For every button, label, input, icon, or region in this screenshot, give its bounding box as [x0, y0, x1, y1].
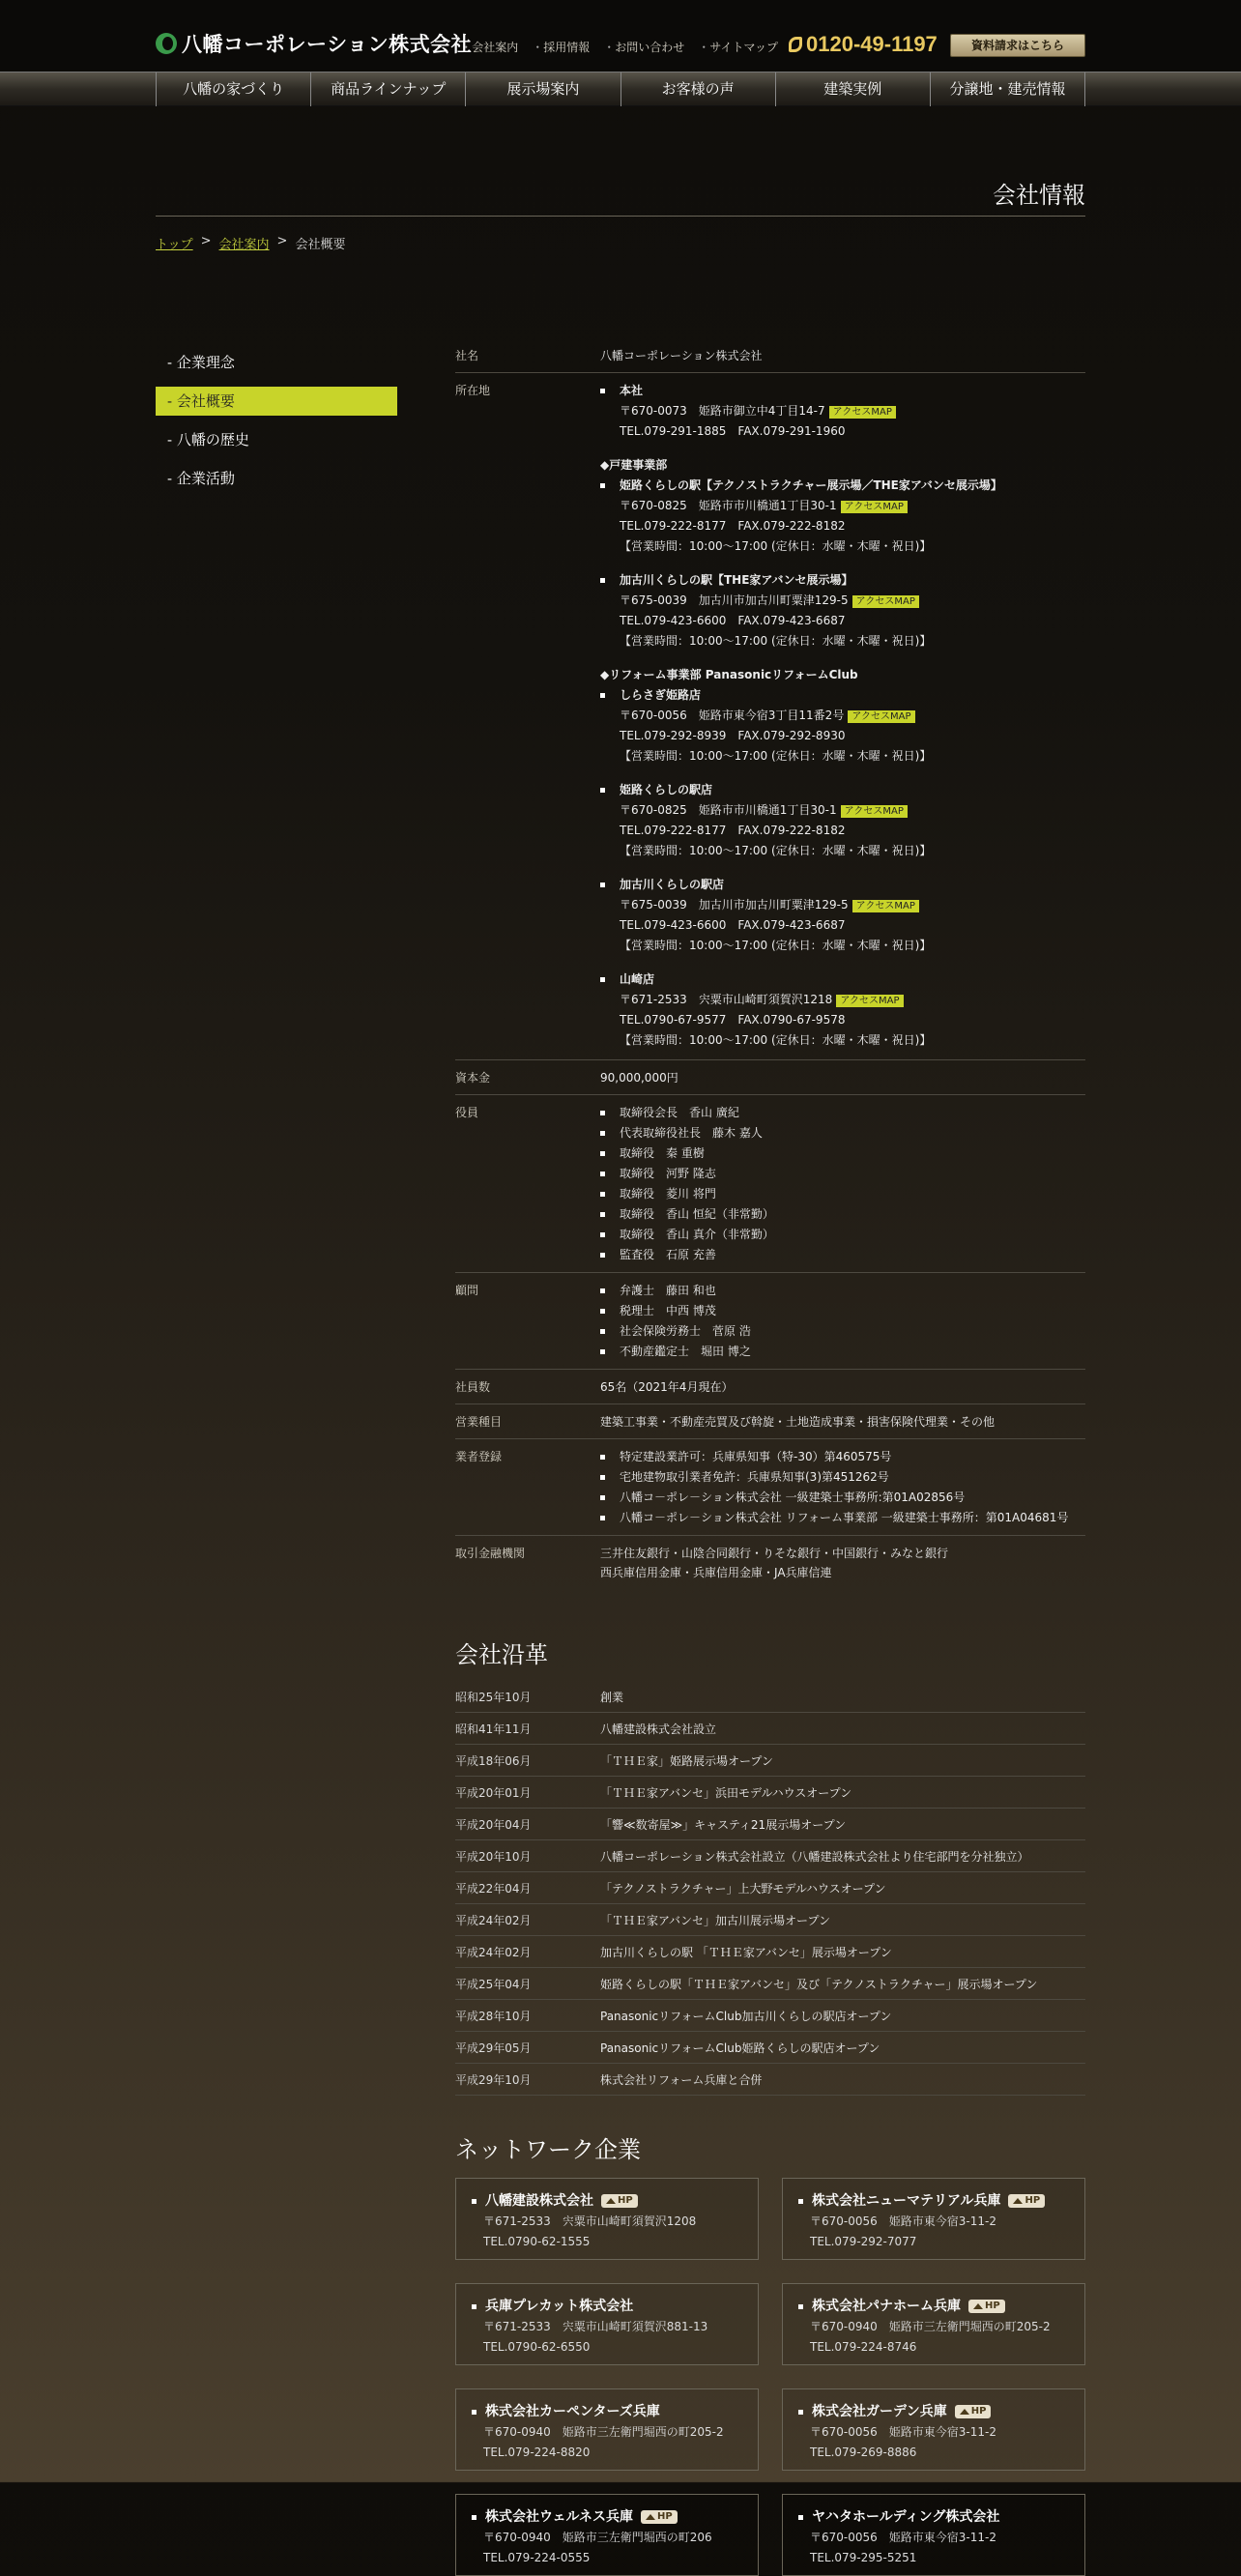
capital-value: 90,000,000円: [600, 1071, 678, 1085]
network-card: 株式会社ウェルネス兵庫 HP 〒670-0940 姫路市三左衛門堀西の町206 TEL.079-224-0555: [455, 2494, 759, 2576]
list-item: 弁護士 藤田 和也: [600, 1281, 1085, 1301]
location: 山崎店 〒671-2533 宍粟市山崎町須賀沢1218 アクセスMAP TEL.0790-67-9577 FAX.0790-67-9578 【営業時間：10:00～17:00 (定休日：水曜・木曜・祝日)】: [600, 970, 1085, 1051]
location: 加古川くらしの駅【THE家アバンセ展示場】 〒675-0039 加古川市加古川町粟津129-5 アクセスMAP TEL.079-423-6600 FAX.079-423-6687 【営業時間：10:00～17:00 (定休日：水曜・木曜・祝日)】: [600, 570, 1085, 651]
access-map-link[interactable]: アクセスMAP: [852, 595, 919, 608]
row-label: 社員数: [455, 1380, 491, 1394]
site-logo[interactable]: [156, 29, 472, 58]
location: 加古川くらしの駅店 〒675-0039 加古川市加古川町粟津129-5 アクセスMAP TEL.079-423-6600 FAX.079-423-6687 【営業時間：10:00～17:00 (定休日：水曜・木曜・祝日)】: [600, 875, 1085, 956]
page-title: 会社情報: [156, 106, 1085, 217]
request-brochure-button[interactable]: 資料請求はこちら: [950, 34, 1085, 57]
list-item: 八幡コ－ポレ－ション株式会社 一級建築士事務所:第01A02856号: [600, 1488, 1085, 1508]
breadcrumb-top[interactable]: トップ: [156, 238, 193, 252]
sidebar-item-philosophy[interactable]: - 企業理念: [167, 354, 235, 371]
hp-link[interactable]: HP: [955, 2405, 992, 2418]
network-title: ネットワーク企業: [455, 2136, 641, 2163]
table-row: 平成25年04月 姫路くらしの駅「ＴＨＥ家アバンセ」及び「テクノストラクチャー」展示場オープン: [455, 1968, 1085, 2000]
nav-item-showroom[interactable]: 展示場案内: [465, 72, 620, 106]
phone-icon: [789, 37, 802, 52]
house-icon: [973, 2303, 983, 2309]
list-item: 取締役 菱川 将門: [600, 1184, 1085, 1204]
hp-link[interactable]: HP: [641, 2510, 678, 2524]
sidebar: [156, 348, 397, 503]
table-row: [455, 1404, 1085, 1439]
sidebar-item-activities[interactable]: - 企業活動: [167, 470, 235, 487]
network-grid: [455, 2178, 1085, 2576]
access-map-link[interactable]: アクセスMAP: [841, 805, 908, 818]
utility-links: [460, 39, 778, 55]
hp-link[interactable]: HP: [968, 2300, 1005, 2313]
history-table: [455, 1681, 1085, 2096]
table-row: 平成18年06月 「ＴＨＥ家」姫路展示場オープン: [455, 1745, 1085, 1777]
table-row: 平成28年10月 PanasonicリフォームClub加古川くらしの駅店オープン: [455, 2000, 1085, 2032]
group-heading: ◆戸建事業部: [600, 458, 668, 472]
house-icon: [960, 2409, 969, 2415]
row-label: 所在地: [455, 384, 491, 397]
house-icon: [646, 2514, 655, 2520]
table-row: 昭和41年11月 八幡建設株式会社設立: [455, 1713, 1085, 1745]
table-row: 平成24年02月 加古川くらしの駅 「ＴＨＥ家アバンセ」展示場オープン: [455, 1936, 1085, 1968]
house-icon: [1013, 2198, 1023, 2204]
network-card: 兵庫プレカット株式会社 〒671-2533 宍粟市山崎町須賀沢881-13 TEL.0790-62-6550: [455, 2283, 759, 2365]
history-title: 会社沿革: [455, 1641, 548, 1668]
employees-value: 65名（2021年4月現在）: [600, 1380, 734, 1394]
row-label: 資本金: [455, 1071, 491, 1085]
row-label: 顧問: [455, 1284, 479, 1297]
nav-item-land[interactable]: 分譲地・建売情報: [930, 72, 1085, 106]
banks-line: 三井住友銀行・山陰合同銀行・りそな銀行・中国銀行・みなと銀行: [600, 1547, 949, 1560]
breadcrumb-sep: >: [200, 234, 212, 248]
group-heading: ◆リフォーム事業部 PanasonicリフォームClub: [600, 668, 858, 681]
table-row: [455, 1060, 1085, 1095]
network-card: 株式会社ガーデン兵庫 HP 〒670-0056 姫路市東今宿3-11-2 TEL.079-269-8886: [782, 2388, 1085, 2471]
content-wrap: [156, 106, 1085, 2564]
table-row: 平成29年10月 株式会社リフォーム兵庫と合併: [455, 2064, 1085, 2096]
list-item: 取締役 河野 隆志: [600, 1164, 1085, 1184]
breadcrumb: [156, 234, 1085, 252]
util-link-contact[interactable]: ・ お問い合わせ: [603, 39, 684, 55]
nav-item-voices[interactable]: お客様の声: [620, 72, 775, 106]
breadcrumb-sep: >: [276, 234, 288, 248]
main-content: [455, 338, 1085, 2576]
location: 姫路くらしの駅【テクノストラクチャー展示場／THE家アバンセ展示場】 〒670-0825 姫路市市川橋通1丁目30-1 アクセスMAP TEL.079-222-8177 FAX.079-222-8182 【営業時間：10:00～17:00 (定休日：水曜・木曜・祝日)】: [600, 476, 1085, 557]
network-card: 八幡建設株式会社 HP 〒671-2533 宍粟市山崎町須賀沢1208 TEL.0790-62-1555: [455, 2178, 759, 2260]
business-value: 建築工事業・不動産売買及び斡旋・土地造成事業・損害保険代理業・その他: [600, 1415, 996, 1429]
phone-number[interactable]: [789, 32, 938, 57]
list-item: 取締役 秦 重樹: [600, 1143, 1085, 1164]
table-row: 平成20年01月 「ＴＨＥ家アバンセ」浜田モデルハウスオープン: [455, 1777, 1085, 1809]
list-item: 代表取締役社長 藤木 嘉人: [600, 1123, 1085, 1143]
network-card: 株式会社カーペンターズ兵庫 〒670-0940 姫路市三左衛門堀西の町205-2 TEL.079-224-8820: [455, 2388, 759, 2471]
table-row-address: [455, 373, 1085, 1060]
list-item: 取締役会長 香山 廣紀: [600, 1103, 1085, 1123]
table-row: [455, 1439, 1085, 1536]
location: 姫路くらしの駅店 〒670-0825 姫路市市川橋通1丁目30-1 アクセスMAP TEL.079-222-8177 FAX.079-222-8182 【営業時間：10:00～17:00 (定休日：水曜・木曜・祝日)】: [600, 780, 1085, 861]
util-link-recruit[interactable]: ・ 採用情報: [532, 39, 590, 55]
officers-list: [600, 1103, 1085, 1265]
access-map-link[interactable]: アクセスMAP: [841, 501, 908, 513]
location-head-office: 本社 〒670-0073 姫路市御立中4丁目14-7 アクセスMAP TEL.079-291-1885 FAX.079-291-1960: [600, 381, 1085, 442]
licenses-list: [600, 1447, 1085, 1528]
nav-item-house[interactable]: 八幡の家づくり: [156, 72, 310, 106]
main-nav: [0, 72, 1241, 106]
row-label: 社名: [455, 349, 479, 362]
network-card: 株式会社ニューマテリアル兵庫 HP 〒670-0056 姫路市東今宿3-11-2 TEL.079-292-7077: [782, 2178, 1085, 2260]
sidebar-item-overview[interactable]: - 会社概要: [156, 387, 397, 416]
logo-text: 八幡コーポレーション株式会社: [182, 33, 473, 56]
access-map-link[interactable]: アクセスMAP: [829, 406, 896, 419]
table-row: [455, 1536, 1085, 1589]
location: しらさぎ姫路店 〒670-0056 姫路市東今宿3丁目11番2号 アクセスMAP TEL.079-292-8939 FAX.079-292-8930 【営業時間：10:00～17:00 (定休日：水曜・木曜・祝日)】: [600, 685, 1085, 767]
banks-line: 西兵庫信用金庫・兵庫信用金庫・JA兵庫信連: [600, 1566, 832, 1579]
table-row: 昭和25年10月 創業: [455, 1681, 1085, 1713]
nav-item-works[interactable]: 建築実例: [775, 72, 930, 106]
table-row: 平成20年10月 八幡コーポレーション株式会社設立（八幡建設株式会社より住宅部門を分社独立）: [455, 1840, 1085, 1872]
row-label: 取引金融機関: [455, 1547, 526, 1560]
advisors-list: [600, 1281, 1085, 1362]
list-item: 税理士 中西 博茂: [600, 1301, 1085, 1321]
hp-link[interactable]: HP: [1008, 2194, 1045, 2208]
table-row: 平成24年02月 「ＴＨＥ家アバンセ」加古川展示場オープン: [455, 1904, 1085, 1936]
access-map-link[interactable]: アクセスMAP: [836, 995, 903, 1007]
hp-link[interactable]: HP: [601, 2194, 638, 2208]
list-item: 監査役 石原 充善: [600, 1245, 1085, 1265]
table-row: [455, 1273, 1085, 1370]
util-link-company[interactable]: ・ 会社案内: [460, 39, 518, 55]
list-item: 社会保険労務士 菅原 浩: [600, 1321, 1085, 1342]
network-card: 株式会社パナホーム兵庫 HP 〒670-0940 姫路市三左衛門堀西の町205-2 TEL.079-224-8746: [782, 2283, 1085, 2365]
breadcrumb-current: 会社概要: [295, 238, 346, 252]
table-row: 平成22年04月 「テクノストラクチャー」上大野モデルハウスオープン: [455, 1872, 1085, 1904]
phone-text: 0120-49-1197: [806, 32, 938, 56]
util-link-sitemap[interactable]: ・ サイトマップ: [698, 39, 778, 55]
table-row: [455, 1095, 1085, 1273]
row-label: 営業種目: [455, 1415, 503, 1429]
list-item: 八幡コ－ポレ－ション株式会社 リフォーム事業部 一級建築士事務所：第01A04681号: [600, 1508, 1085, 1528]
table-row: [455, 338, 1085, 373]
network-card: ヤハタホールディング株式会社 〒670-0056 姫路市東今宿3-11-2 TEL.079-295-5251: [782, 2494, 1085, 2576]
list-item: 宅地建物取引業者免許：兵庫県知事(3)第451262号: [600, 1467, 1085, 1488]
list-item: 特定建設業許可：兵庫県知事（特-30）第460575号: [600, 1447, 1085, 1467]
breadcrumb-company[interactable]: 会社案内: [218, 238, 270, 252]
logo-icon: [156, 33, 177, 54]
site-header: [0, 0, 1241, 72]
list-item: 取締役 香山 真介（非常勤）: [600, 1225, 1085, 1245]
list-item: 不動産鑑定士 堀田 博之: [600, 1342, 1085, 1362]
nav-item-lineup[interactable]: 商品ラインナップ: [310, 72, 465, 106]
row-label: 業者登録: [455, 1450, 503, 1463]
table-row: 平成29年05月 PanasonicリフォームClub姫路くらしの駅店オープン: [455, 2032, 1085, 2064]
access-map-link[interactable]: アクセスMAP: [852, 900, 919, 912]
sidebar-item-history[interactable]: - 八幡の歴史: [167, 431, 249, 449]
address-list: [600, 381, 1085, 1053]
list-item: 取締役 香山 恒紀（非常勤）: [600, 1204, 1085, 1225]
table-row: 平成20年04月 「響≪数寄屋≫」キャスティ21展示場オープン: [455, 1809, 1085, 1840]
access-map-link[interactable]: アクセスMAP: [848, 710, 914, 723]
company-name: 八幡コーポレーション株式会社: [600, 349, 763, 362]
house-icon: [606, 2198, 616, 2204]
row-label: 役員: [455, 1106, 479, 1119]
table-row: [455, 1370, 1085, 1404]
